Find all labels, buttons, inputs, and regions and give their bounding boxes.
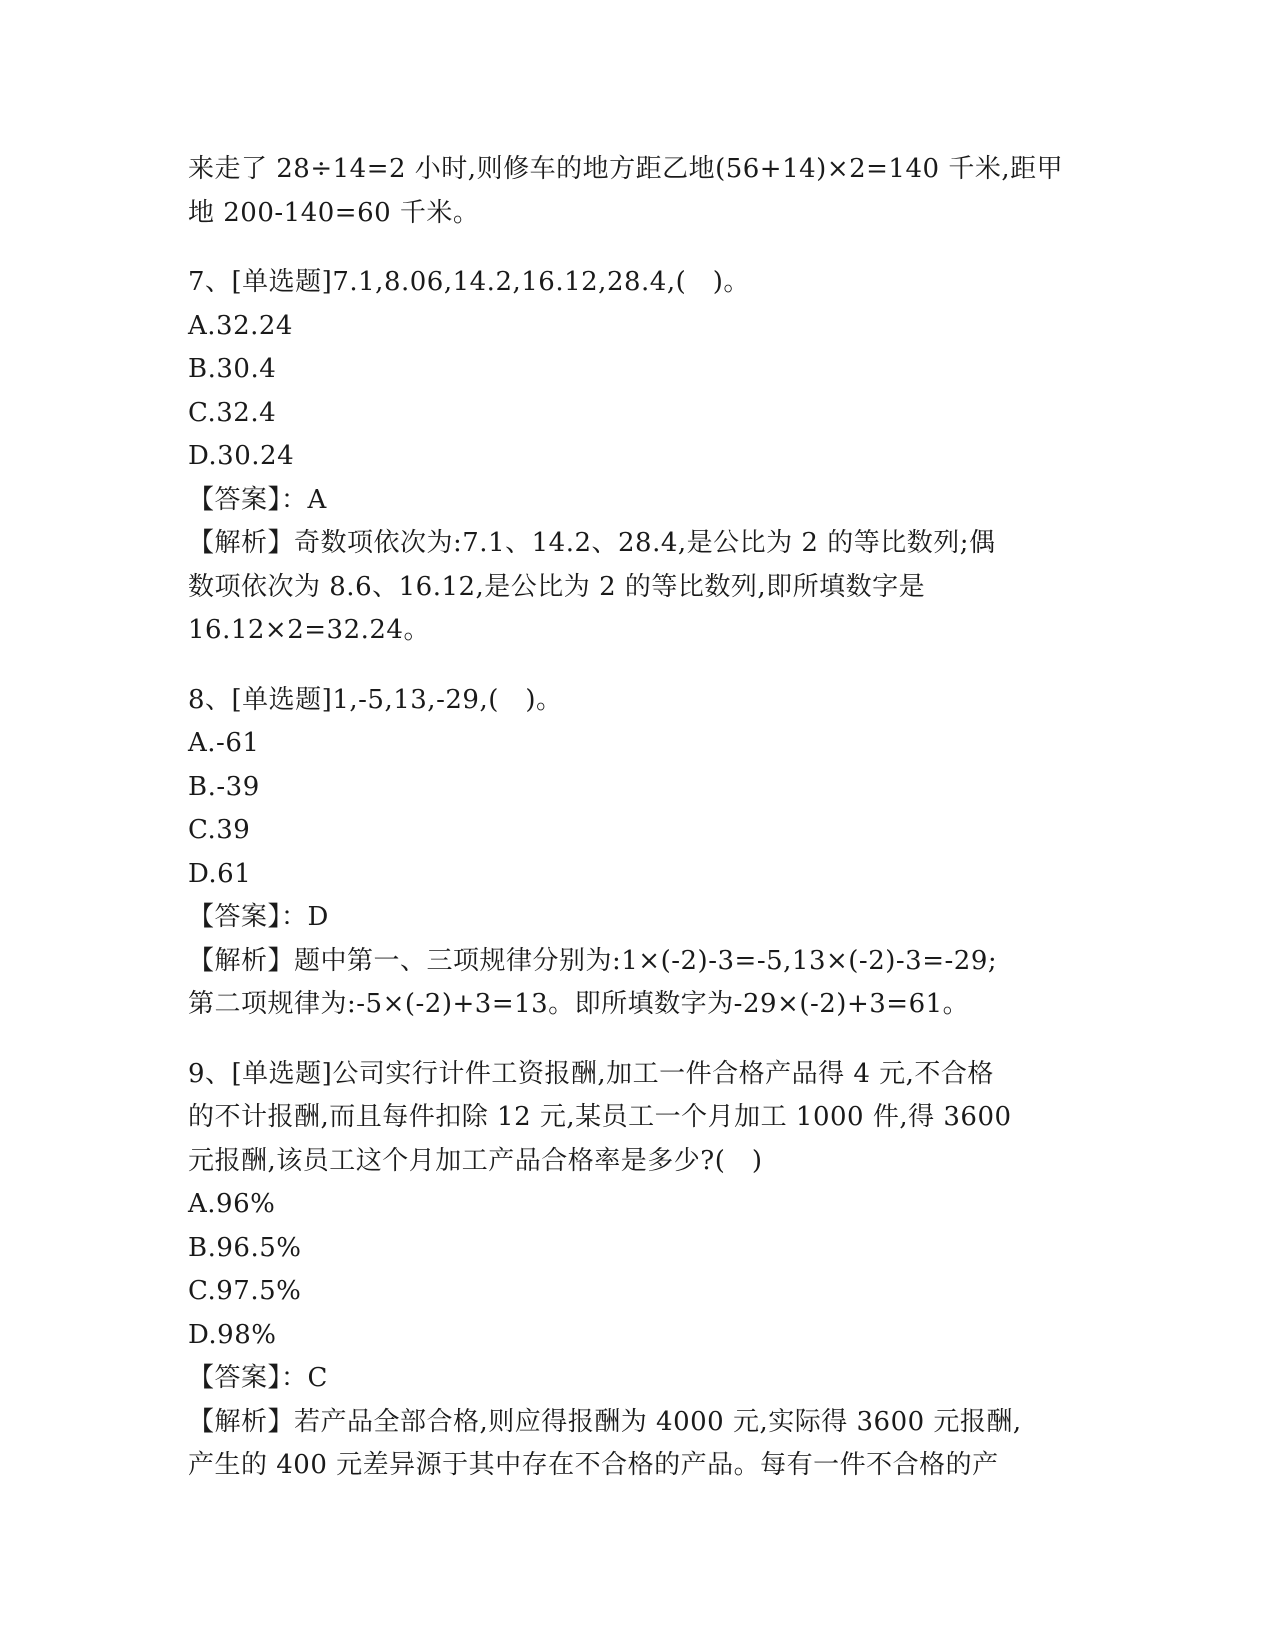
intro-line: 地 200-140=60 千米。 bbox=[188, 197, 480, 228]
intro-line: 来走了 28÷14=2 小时,则修车的地方距乙地(56+14)×2=140 千米,距甲 bbox=[188, 154, 1064, 184]
answer-line: 【答案】：C bbox=[188, 1363, 328, 1393]
spacer bbox=[188, 1027, 1088, 1053]
question-7 bbox=[188, 261, 1088, 653]
option-b: B.-39 bbox=[188, 771, 260, 802]
option-a: A.-61 bbox=[188, 728, 260, 758]
analysis-line: 产生的 400 元差异源于其中存在不合格的产品。每有一件不合格的产 bbox=[188, 1450, 999, 1480]
analysis-line: 【解析】题中第一、三项规律分别为:1×(-2)-3=-5,13×(-2)-3=-29; bbox=[188, 945, 998, 976]
question-stem: 9、[单选题]公司实行计件工资报酬,加工一件合格产品得 4 元,不合格 bbox=[188, 1058, 994, 1089]
answer-line: 【答案】：D bbox=[188, 902, 329, 932]
option-c: C.39 bbox=[188, 815, 251, 845]
spacer bbox=[188, 653, 1088, 679]
option-a: A.96% bbox=[188, 1189, 276, 1219]
option-d: D.61 bbox=[188, 858, 252, 889]
analysis-line: 【解析】奇数项依次为:7.1、14.2、28.4,是公比为 2 的等比数列;偶 bbox=[188, 528, 996, 558]
question-stem: 7、[单选题]7.1,8.06,14.2,16.12,28.4,( )。 bbox=[188, 267, 750, 297]
option-d: D.98% bbox=[188, 1319, 277, 1350]
spacer bbox=[188, 235, 1088, 261]
document-page bbox=[188, 148, 1088, 1488]
analysis-line: 【解析】若产品全部合格,则应得报酬为 4000 元,实际得 3600 元报酬, bbox=[188, 1406, 1022, 1437]
question-8 bbox=[188, 679, 1088, 1027]
answer-line: 【答案】：A bbox=[188, 484, 327, 515]
option-c: C.97.5% bbox=[188, 1276, 302, 1306]
question-stem: 8、[单选题]1,-5,13,-29,( )。 bbox=[188, 684, 563, 715]
analysis-line: 数项依次为 8.6、16.12,是公比为 2 的等比数列,即所填数字是 bbox=[188, 571, 926, 602]
option-a: A.32.24 bbox=[188, 310, 293, 341]
option-d: D.30.24 bbox=[188, 441, 295, 471]
question-stem: 的不计报酬,而且每件扣除 12 元,某员工一个月加工 1000 件,得 3600 bbox=[188, 1102, 1012, 1132]
option-b: B.96.5% bbox=[188, 1232, 302, 1263]
analysis-line: 16.12×2=32.24。 bbox=[188, 615, 430, 645]
option-b: B.30.4 bbox=[188, 354, 277, 384]
analysis-line: 第二项规律为:-5×(-2)+3=13。即所填数字为-29×(-2)+3=61。 bbox=[188, 989, 970, 1019]
option-c: C.32.4 bbox=[188, 397, 277, 428]
question-stem: 元报酬,该员工这个月加工产品合格率是多少?( ) bbox=[188, 1145, 763, 1176]
question-9 bbox=[188, 1053, 1088, 1488]
intro-paragraph bbox=[188, 148, 1088, 235]
